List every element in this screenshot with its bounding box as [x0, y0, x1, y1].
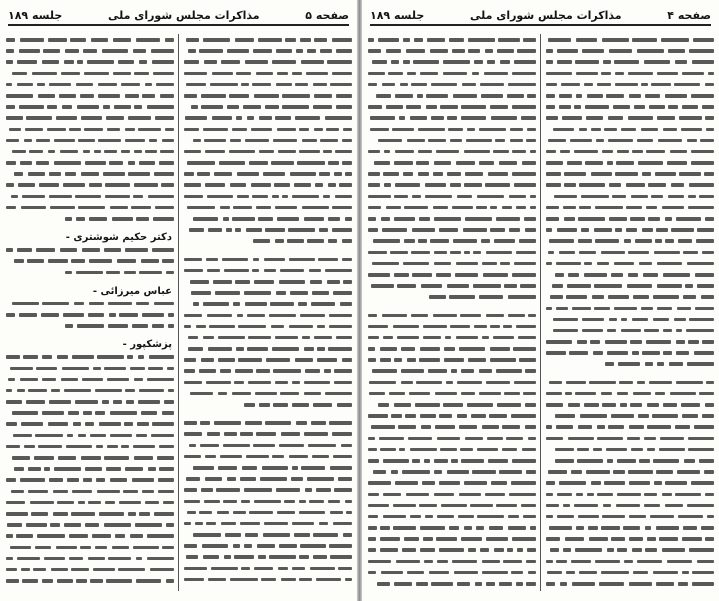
- text-line: [368, 477, 536, 488]
- text-line: [184, 146, 352, 157]
- text-line: [184, 101, 352, 112]
- paragraph-gap: [6, 278, 174, 285]
- right-page-column-left: [368, 34, 536, 595]
- text-line: [6, 34, 174, 45]
- text-line: [546, 578, 714, 589]
- text-line: [368, 124, 536, 135]
- text-line: [368, 511, 536, 522]
- text-line: [368, 68, 536, 79]
- text-line: [368, 202, 536, 213]
- text-line: [184, 332, 352, 343]
- paragraph-gap: [184, 247, 352, 254]
- text-line: [184, 440, 352, 451]
- text-line: [546, 79, 714, 90]
- right-page-header: [370, 4, 711, 26]
- paragraph-gap: [184, 410, 352, 417]
- text-line: [546, 101, 714, 112]
- text-line: [546, 291, 714, 302]
- text-line: [368, 489, 536, 500]
- text-line: [6, 519, 174, 530]
- text-line: [184, 202, 352, 213]
- text-line: [368, 157, 536, 168]
- text-line: [6, 497, 174, 508]
- text-line: [546, 269, 714, 280]
- paragraph-gap: [546, 370, 714, 377]
- text-line: [546, 191, 714, 202]
- text-line: [546, 202, 714, 213]
- text-line: [6, 298, 174, 309]
- text-line: [184, 265, 352, 276]
- text-line: [184, 484, 352, 495]
- text-line: [546, 280, 714, 291]
- text-line: [546, 421, 714, 432]
- text-line: [368, 567, 536, 578]
- text-line: [368, 433, 536, 444]
- text-line: [368, 213, 536, 224]
- text-line: [368, 544, 536, 555]
- text-line: [184, 168, 352, 179]
- text-line: [6, 112, 174, 123]
- text-line: [368, 466, 536, 477]
- text-line: [6, 101, 174, 112]
- paragraph-gap: [6, 331, 174, 338]
- text-line: [184, 191, 352, 202]
- text-line: [368, 421, 536, 432]
- text-line: [184, 56, 352, 67]
- text-line: [6, 68, 174, 79]
- paragraph-gap: [368, 303, 536, 310]
- text-line: [546, 466, 714, 477]
- text-line: [368, 79, 536, 90]
- text-line: [368, 332, 536, 343]
- text-line: [368, 291, 536, 302]
- text-line: [6, 530, 174, 541]
- text-line: [184, 179, 352, 190]
- text-line: [546, 303, 714, 314]
- text-line: [6, 79, 174, 90]
- text-line: [368, 522, 536, 533]
- text-line: [184, 90, 352, 101]
- text-line: [546, 112, 714, 123]
- text-line: [184, 451, 352, 462]
- text-line: [546, 68, 714, 79]
- text-line: [368, 410, 536, 421]
- right-page-column-right: [546, 34, 714, 595]
- text-line: [184, 417, 352, 428]
- text-line: [546, 34, 714, 45]
- text-line: [184, 377, 352, 388]
- text-line: [6, 191, 174, 202]
- text-line: [6, 486, 174, 497]
- text-line: [184, 112, 352, 123]
- text-line: [546, 90, 714, 101]
- text-line: [368, 365, 536, 376]
- text-line: [184, 399, 352, 410]
- text-line: [6, 564, 174, 575]
- text-line: [184, 529, 352, 540]
- header-rule: [370, 24, 711, 26]
- left-page-header: [8, 4, 349, 26]
- text-line: [184, 287, 352, 298]
- text-line: [184, 540, 352, 551]
- text-line: [6, 157, 174, 168]
- text-line: [546, 124, 714, 135]
- text-line: [184, 321, 352, 332]
- text-line: [368, 343, 536, 354]
- text-line: [368, 533, 536, 544]
- text-line: [6, 553, 174, 564]
- text-line: [368, 34, 536, 45]
- text-line: [184, 224, 352, 235]
- text-line: [184, 428, 352, 439]
- text-line: [546, 157, 714, 168]
- text-line: [184, 213, 352, 224]
- text-line: [368, 168, 536, 179]
- text-line: [6, 463, 174, 474]
- text-line: [546, 314, 714, 325]
- header-rule: [8, 24, 349, 26]
- text-line: [368, 191, 536, 202]
- text-line: [184, 365, 352, 376]
- text-line: [6, 418, 174, 429]
- right-page-number: صفحه ۴: [667, 8, 711, 22]
- text-line: [368, 56, 536, 67]
- left-page-column-right: [184, 34, 352, 595]
- text-line: [546, 567, 714, 578]
- text-line: [546, 500, 714, 511]
- text-line: [184, 496, 352, 507]
- text-line: [184, 235, 352, 246]
- text-line: [6, 575, 174, 586]
- text-line: [6, 202, 174, 213]
- text-line: [368, 578, 536, 589]
- text-line: [368, 556, 536, 567]
- text-line: [6, 542, 174, 553]
- text-line: [6, 179, 174, 190]
- text-line: [6, 385, 174, 396]
- text-line: [6, 508, 174, 519]
- speaker-name: پزشکپور -: [122, 339, 172, 351]
- text-line: [368, 247, 536, 258]
- paragraph-gap: [6, 224, 174, 231]
- text-line: [368, 310, 536, 321]
- text-line: [6, 45, 174, 56]
- text-line: [368, 224, 536, 235]
- text-line: [368, 258, 536, 269]
- text-line: [184, 124, 352, 135]
- text-line: [6, 135, 174, 146]
- text-line: [368, 269, 536, 280]
- text-line: [184, 507, 352, 518]
- text-line: [368, 235, 536, 246]
- left-page-title: مذاکرات مجلس شورای ملی: [107, 8, 260, 22]
- column-divider: [540, 34, 541, 591]
- text-line: [184, 254, 352, 265]
- text-line: [546, 522, 714, 533]
- text-line: [368, 101, 536, 112]
- left-session-label: جلسه ۱۸۹: [8, 8, 63, 22]
- speaker-name: دکتر حکیم شوشتری -: [65, 232, 172, 244]
- left-page-column-left: [6, 34, 174, 595]
- right-page-title: مذاکرات مجلس شورای ملی: [469, 8, 622, 22]
- text-line: [6, 396, 174, 407]
- text-line: [184, 574, 352, 585]
- text-line: [546, 533, 714, 544]
- text-line: [184, 276, 352, 287]
- text-line: [6, 363, 174, 374]
- text-line: [546, 336, 714, 347]
- text-line: [368, 112, 536, 123]
- text-line: [184, 563, 352, 574]
- left-page: [0, 0, 357, 601]
- speaker-name: عباس میرزائی -: [92, 285, 172, 297]
- text-line: [546, 455, 714, 466]
- text-line: [546, 347, 714, 358]
- text-line: [6, 56, 174, 67]
- text-line: [546, 477, 714, 488]
- text-line: [6, 430, 174, 441]
- text-line: [546, 544, 714, 555]
- text-line: [546, 511, 714, 522]
- text-line: [184, 157, 352, 168]
- text-line: [6, 267, 174, 278]
- text-line: [546, 377, 714, 388]
- text-line: [368, 455, 536, 466]
- text-line: [368, 90, 536, 101]
- text-line: [184, 354, 352, 365]
- text-line: [546, 224, 714, 235]
- text-line: [184, 310, 352, 321]
- text-line: [6, 374, 174, 385]
- text-line: [6, 90, 174, 101]
- text-line: [546, 235, 714, 246]
- text-line: [368, 354, 536, 365]
- text-line: [546, 179, 714, 190]
- text-line: [184, 473, 352, 484]
- column-divider: [178, 34, 179, 591]
- text-line: [6, 168, 174, 179]
- text-line: [6, 255, 174, 266]
- text-line: [546, 388, 714, 399]
- text-line: [184, 45, 352, 56]
- text-line: [546, 56, 714, 67]
- text-line: [6, 124, 174, 135]
- text-line: [368, 377, 536, 388]
- text-line: [546, 444, 714, 455]
- text-line: [368, 280, 536, 291]
- text-line: [368, 444, 536, 455]
- left-page-number: صفحه ۵: [305, 8, 349, 22]
- text-line: [546, 213, 714, 224]
- text-line: [546, 247, 714, 258]
- text-line: [6, 320, 174, 331]
- text-line: [6, 309, 174, 320]
- text-line: [546, 556, 714, 567]
- text-line: [6, 244, 174, 255]
- text-line: [368, 45, 536, 56]
- text-line: [184, 79, 352, 90]
- text-line: [6, 213, 174, 224]
- text-line: [546, 168, 714, 179]
- text-line: [6, 146, 174, 157]
- text-line: [184, 34, 352, 45]
- text-line: [368, 135, 536, 146]
- text-line: [546, 258, 714, 269]
- text-line: [546, 489, 714, 500]
- text-line: [546, 45, 714, 56]
- text-line: [6, 351, 174, 362]
- text-line: [368, 146, 536, 157]
- text-line: [546, 146, 714, 157]
- text-line: [546, 399, 714, 410]
- text-line: [184, 135, 352, 146]
- text-line: [546, 433, 714, 444]
- text-line: [184, 388, 352, 399]
- text-line: [184, 518, 352, 529]
- text-line: [6, 452, 174, 463]
- text-line: [546, 135, 714, 146]
- text-line: [184, 551, 352, 562]
- text-line: [6, 441, 174, 452]
- right-session-label: جلسه ۱۸۹: [370, 8, 425, 22]
- text-line: [368, 179, 536, 190]
- text-line: [184, 343, 352, 354]
- text-line: [546, 325, 714, 336]
- text-line: [368, 388, 536, 399]
- right-page: [362, 0, 719, 601]
- text-line: [184, 68, 352, 79]
- text-line: [184, 462, 352, 473]
- text-line: [184, 298, 352, 309]
- text-line: [6, 474, 174, 485]
- text-line: [6, 407, 174, 418]
- text-line: [546, 410, 714, 421]
- text-line: [546, 358, 714, 369]
- text-line: [368, 321, 536, 332]
- text-line: [368, 500, 536, 511]
- text-line: [368, 399, 536, 410]
